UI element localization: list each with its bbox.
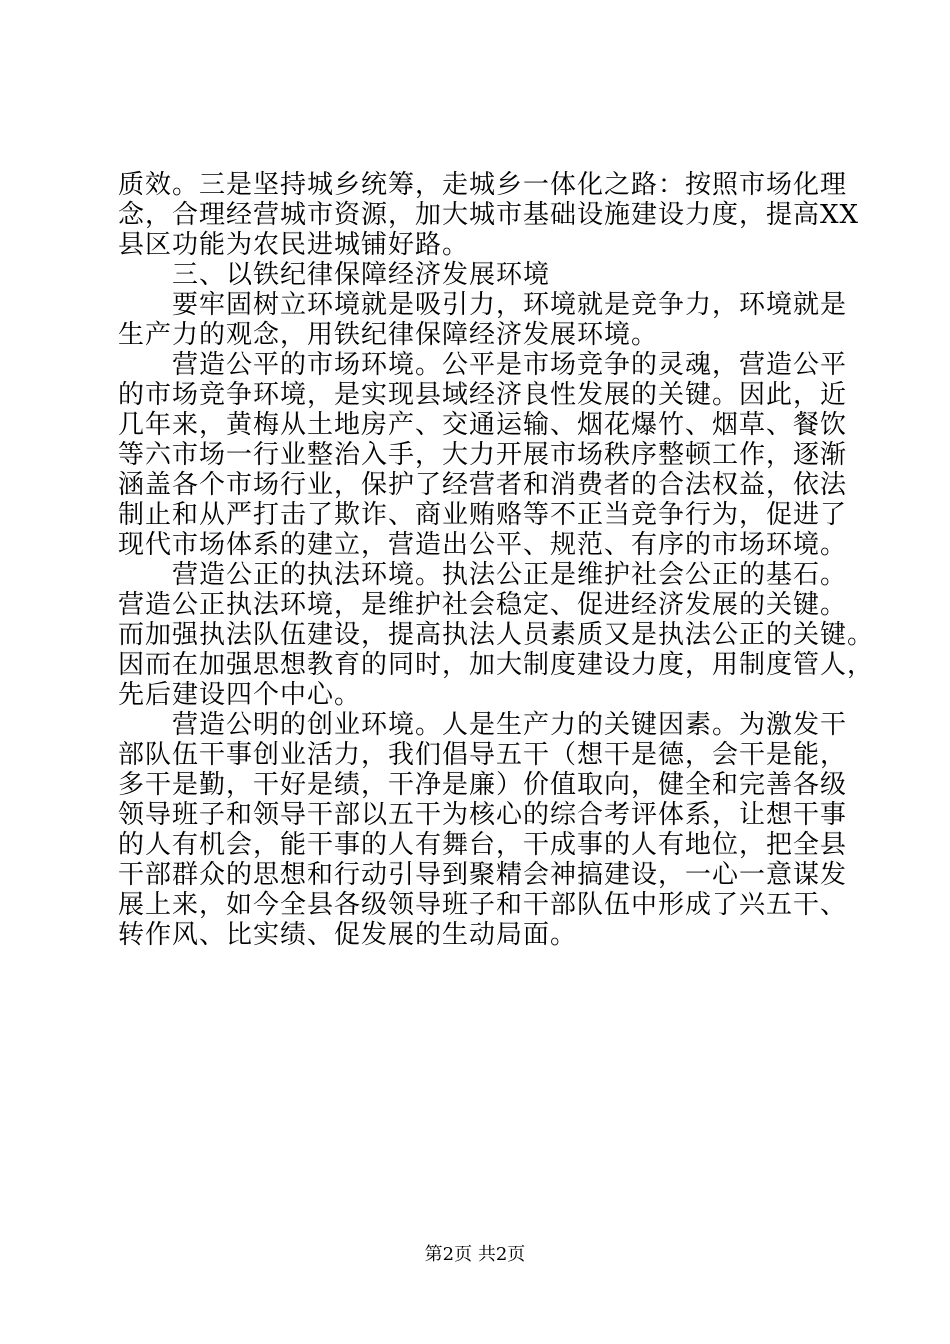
text-line: 现代市场体系的建立，营造出公平、规范、有序的市场环境。 (118, 530, 848, 560)
text-line: 干部群众的思想和行动引导到聚精会神搞建设，一心一意谋发 (118, 860, 848, 890)
text-line: 而加强执法队伍建设，提高执法人员素质又是执法公正的关键。 (118, 620, 875, 650)
text-line: 的人有机会，能干事的人有舞台，干成事的人有地位，把全县 (118, 830, 848, 860)
text-line: 先后建设四个中心。 (118, 680, 362, 710)
text-line: 展上来，如今全县各级领导班子和干部队伍中形成了兴五干、 (118, 890, 848, 920)
text-line: 要牢固树立环境就是吸引力，环境就是竞争力，环境就是 (118, 290, 848, 320)
text-line: 转作风、比实绩、促发展的生动局面。 (118, 920, 578, 950)
text-line: 涵盖各个市场行业，保护了经营者和消费者的合法权益，依法 (118, 470, 848, 500)
document-body (118, 170, 875, 950)
section-heading: 三、以铁纪律保障经济发展环境 (118, 260, 551, 290)
text-line: 生产力的观念，用铁纪律保障经济发展环境。 (118, 320, 659, 350)
text-line: 因而在加强思想教育的同时，加大制度建设力度，用制度管人， (118, 650, 875, 680)
text-line: 营造公平的市场环境。公平是市场竞争的灵魂，营造公平 (118, 350, 848, 380)
text-line: 领导班子和领导干部以五干为核心的综合考评体系，让想干事 (118, 800, 848, 830)
text-line: 质效。三是坚持城乡统筹，走城乡一体化之路：按照市场化理 (118, 170, 848, 200)
text-line: 念，合理经营城市资源，加大城市基础设施建设力度，提高XX (118, 200, 860, 230)
text-line: 制止和从严打击了欺诈、商业贿赂等不正当竞争行为，促进了 (118, 500, 848, 530)
text-line: 等六市场一行业整治入手，大力开展市场秩序整顿工作，逐渐 (118, 440, 848, 470)
text-line: 县区功能为农民进城铺好路。 (118, 230, 470, 260)
page-number: 第2页 共2页 (424, 1244, 526, 1265)
text-line: 营造公正执法环境，是维护社会稳定、促进经济发展的关键。 (118, 590, 848, 620)
text-line: 多干是勤，干好是绩，干净是廉）价值取向，健全和完善各级 (118, 770, 848, 800)
text-line: 营造公正的执法环境。执法公正是维护社会公正的基石。 (118, 560, 848, 590)
text-line: 几年来，黄梅从土地房产、交通运输、烟花爆竹、烟草、餐饮 (118, 410, 848, 440)
text-line: 营造公明的创业环境。人是生产力的关键因素。为激发干 (118, 710, 848, 740)
text-line: 的市场竞争环境，是实现县域经济良性发展的关键。因此，近 (118, 380, 848, 410)
text-line: 部队伍干事创业活力，我们倡导五干（想干是德，会干是能， (118, 740, 848, 770)
